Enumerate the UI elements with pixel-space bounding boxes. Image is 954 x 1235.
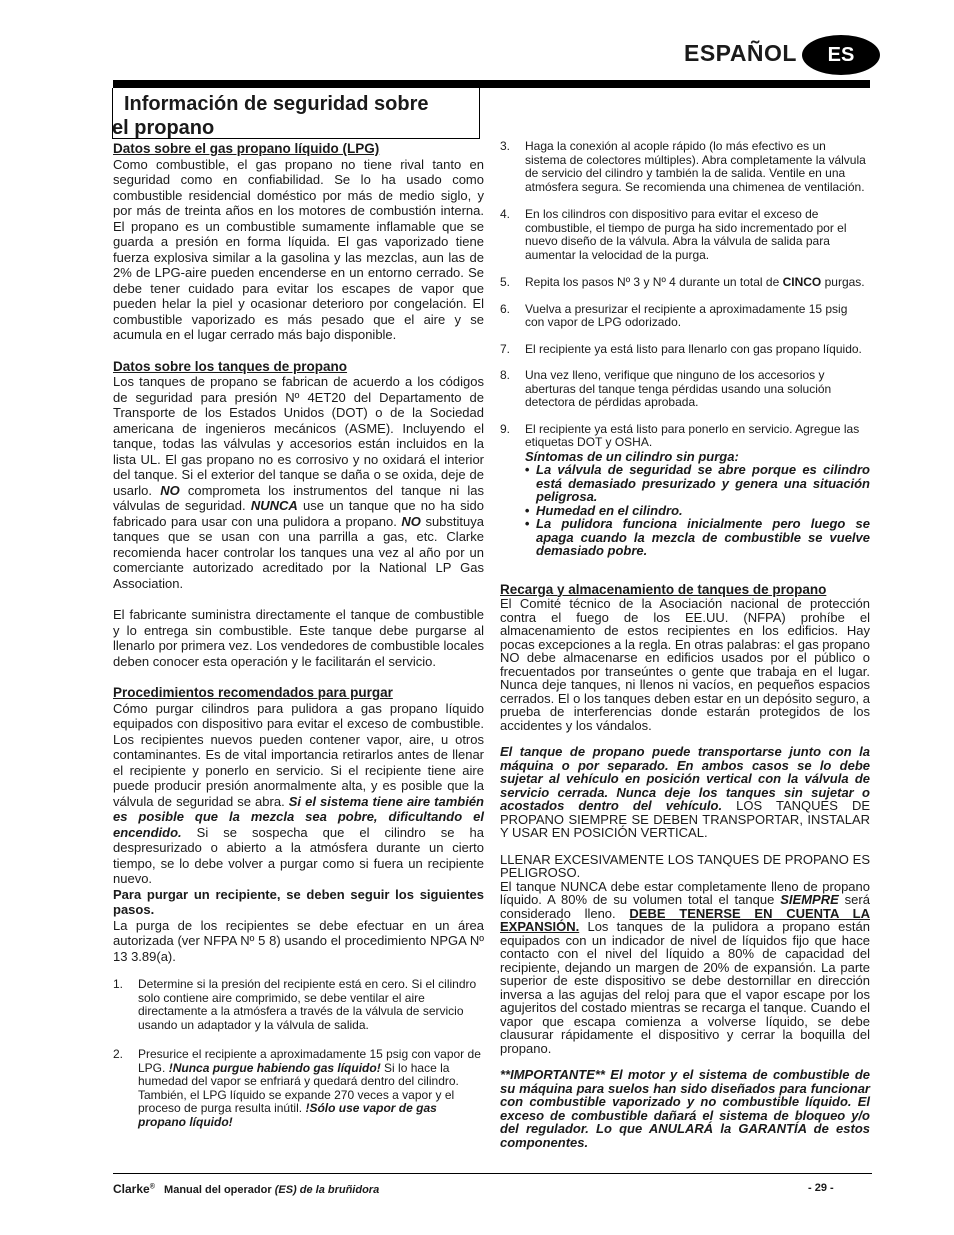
paragraph-overfill: El tanque NUNCA debe estar completamente lleno de propano líquido. A 80% de su volumen total el tanque SIEMPRE será considerado lleno. DEBE TENERSE EN CUENTA LA EXPANSIÓN. Los tanques de la pulidora a propano están equipados con un indicador de nivel de líquidos fijo que hace contacto con el nivel del líquido a 80% de capacidad del recipiente, dejando un margen de 20% de expansión. La parte superior de este dispositivo se debe destornillar en dirección inversa a las agujas del reloj para que el vapor escape por los agujeritos del costado mientras se recarga el tanque. Cuando el vapor que escapa comienza a volverse líquido, se debe clausurar rápidamente el dispositivo y cerrar la boquilla del propano. [500,878,870,1056]
symptoms-list [500,463,870,558]
list-item: 1. Determine si la presión del recipiente está en cero. Si el cilindro solo contiene aire comprimido, se debe ventilar el aire directamente a la atmósfera a través de la válvula de servicio usando un adaptador y la válvula de salida. [113,977,477,1032]
footer-manual: Clarke® Manual del operador (ES) de la bruñidora [113,1182,380,1196]
paragraph-purge-steps-intro: Para purgar un recipiente, se deben seguir los siguientes pasos. [113,886,484,917]
list-item: 4. En los cilindros con dispositivo para evitar el exceso de combustible, el tiempo de purga ha sido incrementado por el nuevo diseño de la válvula. Abra la válvula de salida para aumentar la velocidad de la purga. [500,207,847,262]
language-badge: ES [802,35,880,75]
list-item: 2. Presurice el recipiente a aproximadamente 15 psig con vapor de LPG. !Nunca purgue habiendo gas líquido! Si lo hace la humedad del vapor se enfriará y quedará dentro del cilindro. También, el LPG líquido se expande 270 veces a vapor y el proceso de purga resulta inútil. !Sólo use vapor de gas propano líquido! [113,1047,481,1129]
footer-brand: Clarke [113,1182,150,1196]
heading-lpg: Datos sobre el gas propano líquido (LPG) [113,141,380,156]
list-item: 3. Haga la conexión al acople rápido (lo más efectivo es un sistema de colectores múltiples). Abra completamente la válvula de servicio del cilindro y también la de salida. Ventile en una atmósfera segura. Se recomienda una chimenea de ventilación. [500,139,866,194]
paragraph-lpg: Como combustible, el gas propano no tiene rival tanto en seguridad como en confiabilidad. Se lo ha usado como combustible residencial doméstico por más de medio siglo, y por más de treinta años en los motores de combustión interna. El propano es un combustible sumamente inflamable que se guarda a presión en forma líquida. El gas vaporizado tiene fuerza explosiva similar a la gasolina y las mezclas, aun las de 2% de LPG-aire pueden encenderse en un entorno cerrado. Se debe tener cuidado para evitar los escapes de vapor que pueden helar la piel y ocasionar deterioro por congelación. El combustible vaporizado es más pesado que el aire y se acumula en el lugar cerrado más bajo disponible. [113,156,484,342]
section-title: Información de seguridad sobre el propano [112,93,429,139]
language-title: ESPAÑOL [684,40,797,66]
list-item: • Humedad en el cilindro. [524,502,683,518]
paragraph-overfill-warning: LLENAR EXCESIVAMENTE LOS TANQUES DE PROPANO ES PELIGROSO. [500,851,870,880]
header-rule [113,80,870,88]
list-item: 8. Una vez lleno, verifique que ninguno de los accesorios y aberturas del tanque tenga pérdidas usando una solución detectora de pérdidas aprobada. [500,368,832,409]
paragraph-manufacturer: El fabricante suministra directamente el tanque de combustible y lo entrega sin combustible. Este tanque debe purgarse al llenarlo por primera vez. Los vendedores de combustible locales deben conocer esta operación y le facilitarán el servicio. [113,607,484,669]
list-item: • La pulidora funciona inicialmente pero luego se apaga cuando la mezcla de combustible se vuelve demasiado pobre. [524,516,870,558]
heading-tanks: Datos sobre los tanques de propano [113,358,348,374]
paragraph-purge: Cómo purgar cilindros para pulidora a gas propano líquido equipados con dispositivo para evitar el exceso de combustible. Los recipientes nuevos pueden contener vapor, aire, u otros contaminantes. Es de vital importancia retirarlos antes de llenar el recipiente y ponerlo en servicio. Si el recipiente tiene aire puede producir presión anormalmente alta, y es posible que la válvula de seguridad se abra. Si el sistema tiene aire también es posible que la mezcla sea pobre, dificultando el encendido. Si se sospecha que el cilindro se ha despresurizado o abierto a la atmósfera durante un cierto tiempo, se lo debe volver a purgar como si fuera un recipiente nuevo. [113,700,484,886]
footer-rule [113,1173,872,1174]
list-item: 7. El recipiente ya está listo para llenarlo con gas propano líquido. [500,341,862,356]
list-item: 6. Vuelva a presurizar el recipiente a aproximadamente 15 psig con vapor de LPG odorizado. [500,301,848,329]
right-column [500,140,870,1149]
paragraph-transport: El tanque de propano puede transportarse junto con la máquina o por separado. En ambos casos se lo debe sujetar al vehículo en posición vertical con la válvula de servicio cerrada. Nunca deje los tanques sin sujetar o acostados dentro del vehículo. LOS TANQUES DE PROPANO SIEMPRE SE DEBEN TRANSPORTAR, INSTALAR Y USAR EN POSICIÓN VERTICAL. [500,744,870,840]
paragraph-purge-area: La purga de los recipientes se debe efectuar en un área autorizada (ver NFPA Nº 5 8) usando el procedimiento NPGA Nº 13 3.89(a). [113,917,484,964]
left-column [113,141,484,1129]
list-item: 5. Repita los pasos Nº 3 y Nº 4 durante un total de CINCO purgas. [500,275,865,289]
paragraph-tanks: Los tanques de propano se fabrican de acuerdo a los códigos de seguridad para presión Nº 4ET20 del Departamento de Transporte de los Estados Unidos (DOT) o de la Sociedad americana de ingenieros mecánicos (ASME). Incluyendo el tanque, todas las válvulas y accesorios están incluidos en la lista UL. El gas propano no es corrosivo y no oxidará el interior del tanque. Si el exterior del tanque se daña o se oxida, deje de usarlo. NO comprometa los instrumentos del tanque ni las válvulas de seguridad. NUNCA use un tanque que no ha sido fabricado para usar con una pulidora a propano. NO substituya tanques que se usan con una parrilla a gas, etc. Clarke recomienda hacer controlar los tanques una vez al año por un comerciante autorizado acreditado por la National LP Gas Association. [113,374,485,591]
page-number: - 29 - [808,1182,834,1194]
paragraph-important: **IMPORTANTE** El motor y el sistema de combustible de su máquina para suelos han sido diseñados para funcionar con combustible vaporizado y no combustible líquido. El exceso de combustible dañará el sistema de bloqueo y/o del regulador. Lo que ANULARÁ la GARANTÍA de estos componentes. [500,1067,870,1150]
symptoms-title: Síntomas de un cilindro sin purga: [525,448,739,464]
list-item: • La válvula de seguridad se abre porque es cilindro está demasiado presurizado y genera una situación peligrosa. [524,462,870,504]
heading-purge: Procedimientos recomendados para purgar [113,685,393,700]
heading-storage: Recarga y almacenamiento de tanques de propano [500,581,827,597]
list-item: 9. El recipiente ya está listo para ponerlo en servicio. Agregue las etiquetas DOT y OSHA. [500,421,860,449]
paragraph-storage: El Comité técnico de la Asociación nacional de protección contra el fuego de los EE.UU. (NFPA) prohíbe el almacenamiento de estos recipientes en los edificios. Hay pocas excepciones a la regla. En otras palabras: el gas propano NO debe almacenarse en edificios usados por el público o frecuentados por transeúntes o gente que trabaja en el lugar. Nunca deje tanques, ni llenos ni vacíos, en pequeños espacios cerrados. El o los tanques deben estar en un depósito seguro, a prueba de interferencias donde estarán protegidos de los accidentes y los vándalos. [500,596,871,733]
